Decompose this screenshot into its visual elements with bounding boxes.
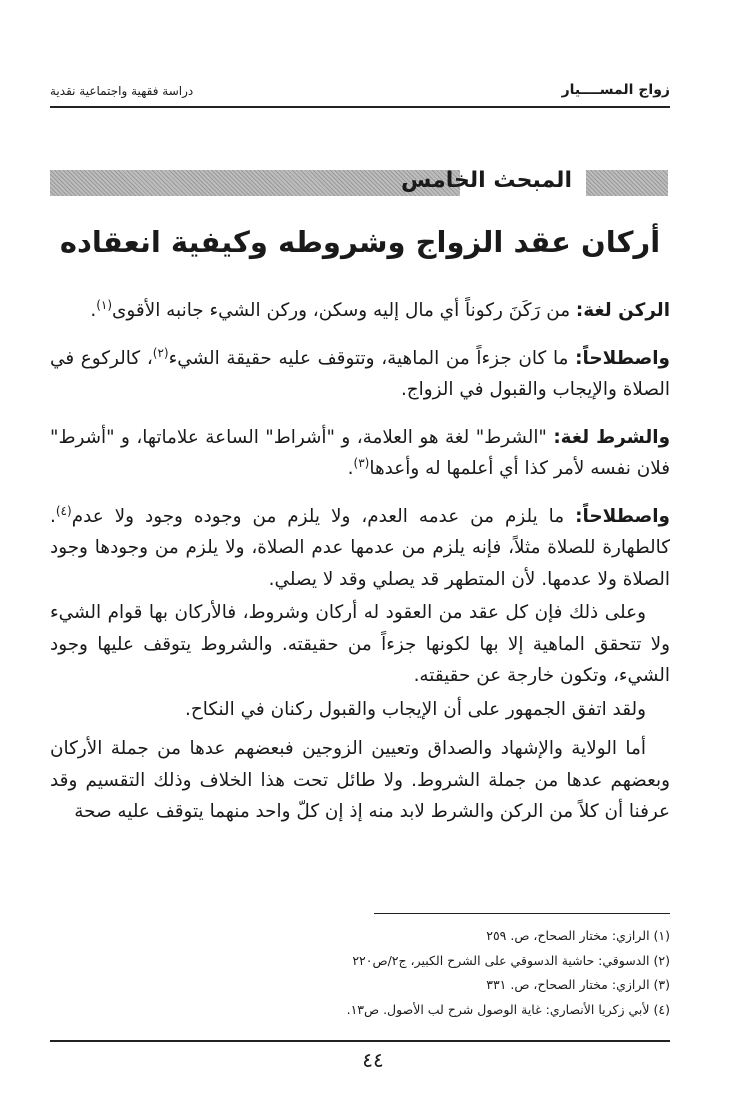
term: الركن لغة: [575, 300, 670, 321]
footnote: (١) الرازي: مختار الصحاح، ص. ٢٥٩ [486, 928, 670, 943]
paragraph [50, 422, 670, 485]
term: واصطلاحاً: [575, 505, 670, 527]
paragraph: ولقد اتفق الجمهور على أن الإيجاب والقبول ركنان في النكاح. [185, 698, 646, 720]
footnote-ref: (٤) [55, 503, 72, 518]
running-header [50, 82, 670, 104]
footnote-ref: (٢) [152, 345, 169, 360]
term: والشرط لغة: [553, 426, 670, 448]
heading-ornament-left [50, 170, 460, 196]
footnote: (٣) الرازي: مختار الصحاح، ص. ٣٣١ [486, 977, 670, 992]
footnote-ref: (٣) [353, 455, 370, 470]
footnotes [50, 924, 670, 1022]
footer-rule [50, 1040, 670, 1042]
section-label: المبحث الخامس [401, 168, 572, 193]
footnote-ref: (١) [96, 297, 113, 312]
paragraph-text: ، كالركوع في الصلاة والإيجاب والقبول في الزواج. [50, 347, 670, 400]
paragraph-text: ما يلزم من عدمه العدم، ولا يلزم من وجوده وجود ولا عدم [71, 505, 576, 527]
paragraph-text: "الشرط" لغة هو العلامة، و "أشراط" الساعة علاماتها، و "أشرط" فلان نفسه لأمر كذا أي أعلمها له وأعدها [50, 426, 670, 479]
page-number: ٤٤ [362, 1048, 384, 1072]
header-rule [50, 106, 670, 108]
footnote-divider [374, 913, 670, 914]
book-subtitle: دراسة فقهية واجتماعية نقدية [50, 84, 194, 98]
book-title: زواج المســــيار [561, 82, 670, 98]
paragraph: أما الولاية والإشهاد والصداق وتعيين الزوجين فبعضهم عدها من جملة الأركان وبعضهم عدها من جملة الشروط. ولا طائل تحت هذا الخلاف وذلك التقسيم وقد عرفنا أن كلاً من الركن والشرط لابد منه إذ إن كلّ واحد منهما يتوقف عليه صحة [50, 738, 670, 822]
footnote: (٢) الدسوقي: حاشية الدسوقي على الشرح الكبير، ج٢/ص٢٢٠ [352, 952, 670, 968]
paragraph-text: . [347, 458, 354, 479]
paragraph-text: . كالطهارة للصلاة مثلاً، فإنه يلزم من عدمها عدم الصلاة، ولا يلزم من وجودها وجود الصلاة ولا عدمها. لأن المتطهر قد يصلي وقد لا يصلي. [50, 505, 670, 590]
footnote: (٤) لأبي زكريا الأنصاري: غاية الوصول شرح لب الأصول. ص١٣. [346, 1001, 670, 1017]
paragraph-text: . [90, 300, 97, 321]
term: واصطلاحاً: [575, 347, 670, 369]
paragraph [50, 295, 670, 327]
section-heading [50, 170, 668, 196]
heading-ornament-right [586, 170, 668, 196]
paragraph: وعلى ذلك فإن كل عقد من العقود له أركان وشروط، فالأركان بها قوام الشيء ولا تتحقق الماهية إلا بها لكونها جزءاً من حقيقته. والشروط يتوقف عليها وجود الشيء، وتكون خارجة عن حقيقته. [50, 602, 670, 686]
paragraph-text: من رَكَنَ ركوناً أي مال إليه وسكن، وركن الشيء جانبه الأقوى [112, 300, 576, 321]
body-text [50, 295, 670, 830]
paragraph [50, 501, 670, 596]
paragraph-text: ما كان جزءاً من الماهية، وتتوقف عليه حقيقة الشيء [168, 347, 576, 369]
paragraph [50, 343, 670, 406]
chapter-title: أركان عقد الزواج وشروطه وكيفية انعقاده [59, 225, 661, 259]
